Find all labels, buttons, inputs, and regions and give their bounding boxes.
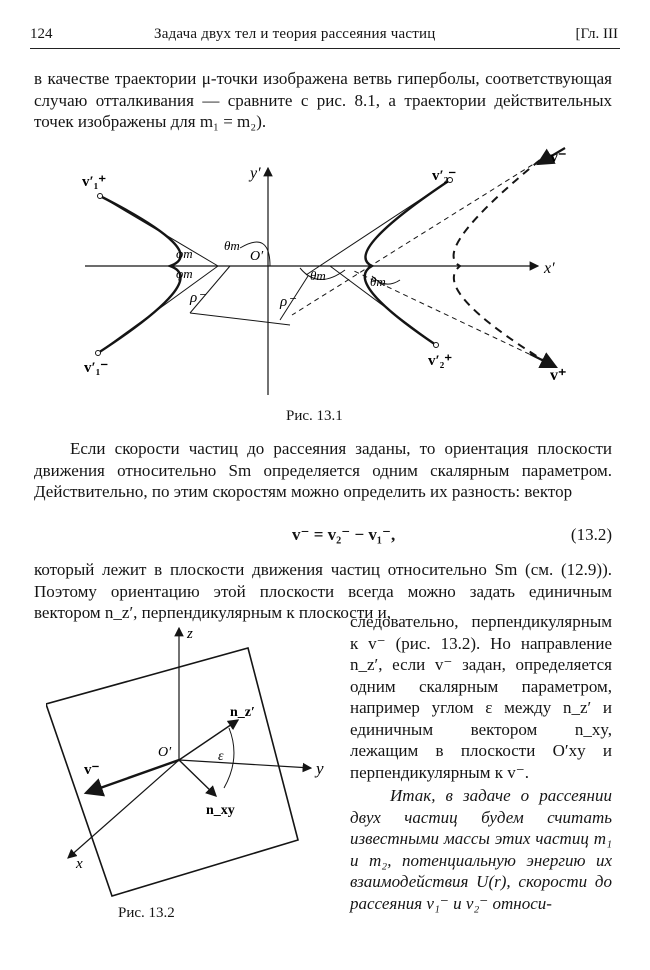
mu-asymptote-1 — [292, 160, 540, 315]
page-number: 124 — [30, 26, 53, 42]
figure-13-2-caption: Рис. 13.2 — [118, 905, 175, 921]
endpoint-2 — [96, 351, 101, 356]
equation-formula: v⁻ = v₂⁻ − v₁⁻, — [292, 525, 396, 544]
mu-point-trajectory — [454, 160, 546, 362]
label-v-minus: v⁻ — [84, 762, 100, 778]
equation-number: (13.2) — [570, 525, 612, 544]
v-minus-vector — [86, 760, 179, 793]
label-phi-upper: φm — [176, 246, 193, 261]
page-header — [30, 26, 620, 49]
paragraph-2: Если скорости частиц до рассеяния заданы, то ориентация плоскости движения относительно Sm определяется одним скалярным параметром. Действительно, по этим скоростям можно определить их разность: вектор — [34, 439, 612, 501]
left-asymptote-2 — [98, 266, 218, 353]
label-v2-minus: v′₂⁻ — [432, 168, 457, 184]
running-title: Задача двух тел и теория рассеяния частиц — [154, 26, 436, 42]
label-y-axis: y′ — [250, 165, 261, 182]
n-z-vector — [179, 720, 238, 760]
label-origin: O′ — [158, 745, 172, 760]
label-v-minus: v⁻ — [550, 149, 567, 166]
label-x-axis: x′ — [544, 260, 555, 277]
label-x: x — [76, 856, 83, 872]
label-v-plus: v⁺ — [550, 367, 567, 384]
label-rho-center: ρ⁻ — [280, 294, 296, 310]
label-v1-plus: v′₁⁺ — [82, 174, 107, 190]
figure-13-1-caption: Рис. 13.1 — [286, 408, 343, 424]
label-v1-minus: v′₁⁻ — [84, 360, 109, 376]
figure-13-1 — [60, 140, 590, 400]
label-theta-left: θm — [224, 238, 240, 253]
y-axis-line — [179, 760, 311, 768]
paragraph-3: который лежит в плоскости движения частиц относительно Sm (см. (12.9)). Поэтому ориентацию этой плоскости всегда можно задать единичным вектором n_z′, перпендикулярным к плоскости и, — [34, 560, 612, 622]
label-phi-lower: φm — [176, 266, 193, 281]
figure-13-2 — [46, 618, 336, 908]
right-column — [350, 611, 612, 914]
equation-13-2 — [34, 525, 612, 551]
right-column-text: следовательно, перпендикулярным к v⁻ (рис. 13.2). Но направление n_z′, если v⁻ задан, определяется одним скалярным параметром, например углом ε между n_z′ и единичным вектором n_xy, лежащим в плоскости O′xy и перпендикулярным к v⁻. — [350, 612, 612, 782]
v-plus-arrow — [530, 354, 556, 367]
label-theta-center: θm — [310, 268, 326, 283]
label-y: y — [316, 759, 324, 778]
right-column-italic: Итак, в задаче о рассеянии двух частиц будем считать известными массы этих частиц m₁ и m₂, потенциальную энергию их взаимодействия U(r), скорости до рассеяния v₁⁻ и v₂⁻ относи- — [350, 786, 612, 913]
label-nxy: n_xy — [206, 803, 235, 818]
right-trajectory — [365, 180, 450, 345]
endpoint-4 — [434, 343, 439, 348]
label-rho-left: ρ⁻ — [190, 290, 206, 306]
chapter-marker: [Гл. III — [575, 26, 618, 42]
label-nz: n_z′ — [230, 705, 255, 720]
label-theta-right: θm — [370, 274, 386, 289]
label-origin: O′ — [250, 249, 264, 264]
epsilon-arc — [224, 728, 234, 788]
label-z: z — [187, 626, 193, 642]
paragraph-1: в качестве траектории μ-точки изображена ветвь гиперболы, соответствующая случаю отталкивания — сравните с рис. 8.1, а траектории действительных точек изображены для m₁ = m₂). — [34, 69, 612, 131]
label-epsilon: ε — [218, 749, 224, 764]
perp-line — [190, 313, 290, 325]
n-xy-vector — [179, 760, 216, 796]
left-asymptote-1 — [100, 196, 218, 266]
endpoint-1 — [98, 194, 103, 199]
label-v2-plus: v′₂⁺ — [428, 353, 453, 369]
